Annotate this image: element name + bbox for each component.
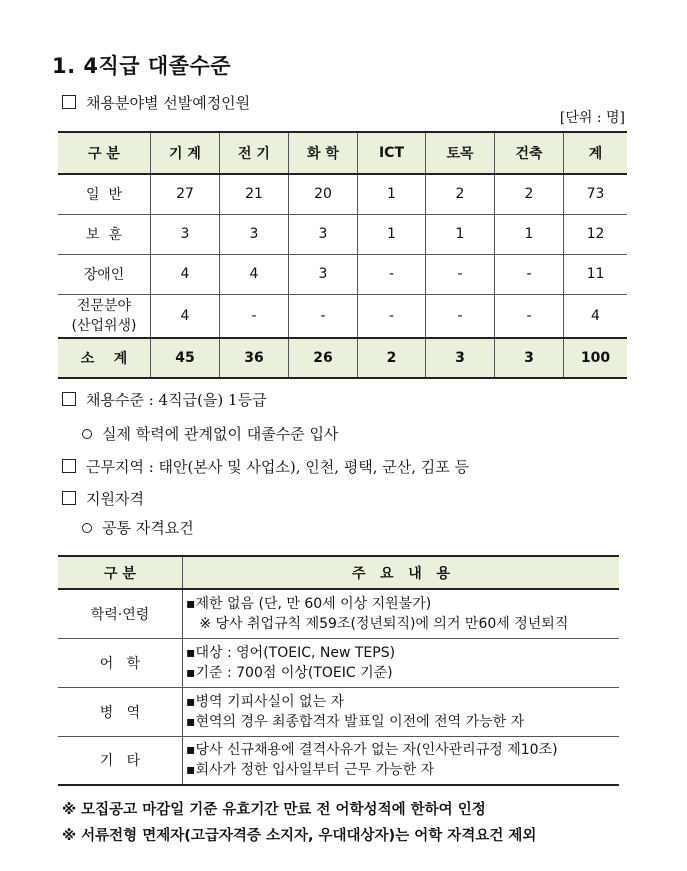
table-row xyxy=(58,687,619,736)
row-label: 학력·연령 xyxy=(58,589,183,638)
note-language-exemption: ※ 서류전형 면제자(고급자격증 소지자, 우대대상자)는 어학 자격요건 제외 xyxy=(62,828,537,844)
row-label-line1: 전문분야 xyxy=(76,297,132,314)
row-label: 기 타 xyxy=(58,736,183,785)
row-label: 병 역 xyxy=(58,687,183,736)
qualification-sub xyxy=(82,517,194,538)
table-cell: 1 xyxy=(426,214,495,254)
table-cell: 1 xyxy=(358,174,426,214)
circle-bullet-icon xyxy=(82,523,92,533)
qualification-heading xyxy=(62,488,144,509)
row-label: 어 학 xyxy=(58,638,183,687)
location-text: 근무지역 : 태안(본사 및 사업소), 인천, 평택, 군산, 김포 등 xyxy=(86,458,470,476)
table-cell: 2 xyxy=(426,174,495,214)
table-cell: - xyxy=(495,294,564,338)
total-cell: 3 xyxy=(495,338,564,378)
header-cell: 전 기 xyxy=(220,132,289,174)
content-cell xyxy=(183,589,620,638)
header-cell: 구 분 xyxy=(58,556,183,589)
table-cell: 4 xyxy=(564,294,628,338)
row-label-line2: (산업위생) xyxy=(71,317,137,334)
table-cell: 4 xyxy=(151,254,220,294)
table-cell: 1 xyxy=(495,214,564,254)
header-cell: 화 학 xyxy=(289,132,358,174)
checkbox-bullet-icon xyxy=(62,459,76,473)
content-line: ▪회사가 정한 입사일부터 근무 가능한 자 xyxy=(186,762,435,779)
note-language-validity: ※ 모집공고 마감일 기준 유효기간 만료 전 어학성적에 한하여 인정 xyxy=(62,802,486,818)
location-heading xyxy=(62,456,469,477)
table-cell: 4 xyxy=(220,254,289,294)
checkbox-bullet-icon xyxy=(62,491,76,505)
row-label: 장애인 xyxy=(58,254,151,294)
total-label: 소 계 xyxy=(58,338,151,378)
level-sub xyxy=(82,423,338,444)
table-cell: 4 xyxy=(151,294,220,338)
content-line: ▪현역의 경우 최종합격자 발표일 이전에 전역 가능한 자 xyxy=(186,713,525,730)
selection-plan-heading xyxy=(62,92,250,113)
qualification-table xyxy=(58,555,619,786)
content-line: ▪병역 기피사실이 없는 자 xyxy=(186,693,345,710)
table-cell: 1 xyxy=(358,214,426,254)
table-cell: 3 xyxy=(220,214,289,254)
header-cell: 계 xyxy=(564,132,628,174)
section-title: 1. 4직급 대졸수준 xyxy=(52,54,232,78)
content-cell xyxy=(183,638,620,687)
unit-label: [단위 : 명] xyxy=(559,110,625,126)
level-heading xyxy=(62,389,267,410)
content-line: ▪당사 신규채용에 결격사유가 없는 자(인사관리규정 제10조) xyxy=(186,742,558,759)
checkbox-bullet-icon xyxy=(62,392,76,406)
header-cell: 토목 xyxy=(426,132,495,174)
content-line: ※ 당사 취업규칙 제59조(정년퇴직)에 의거 만60세 정년퇴직 xyxy=(186,615,569,632)
table-header-row xyxy=(58,556,619,589)
circle-bullet-icon xyxy=(82,429,92,439)
table-cell: 3 xyxy=(289,254,358,294)
table-row xyxy=(58,736,619,785)
table-cell: 12 xyxy=(564,214,628,254)
table-cell: 3 xyxy=(289,214,358,254)
content-cell xyxy=(183,687,620,736)
header-cell: 구 분 xyxy=(58,132,151,174)
total-cell: 3 xyxy=(426,338,495,378)
table-cell: 3 xyxy=(151,214,220,254)
total-cell: 100 xyxy=(564,338,628,378)
checkbox-bullet-icon xyxy=(62,95,76,109)
header-cell: 건축 xyxy=(495,132,564,174)
total-cell: 26 xyxy=(289,338,358,378)
total-cell: 36 xyxy=(220,338,289,378)
table-cell: - xyxy=(495,254,564,294)
table-cell: - xyxy=(220,294,289,338)
table-cell: - xyxy=(358,294,426,338)
table-row xyxy=(58,214,627,254)
content-cell xyxy=(183,736,620,785)
level-text: 채용수준 : 4직급(을) 1등급 xyxy=(86,391,267,409)
row-label xyxy=(58,294,151,338)
table-cell: 21 xyxy=(220,174,289,214)
header-cell: ICT xyxy=(358,132,426,174)
table-header-row xyxy=(58,132,627,174)
table-cell: - xyxy=(289,294,358,338)
table-cell: 11 xyxy=(564,254,628,294)
row-label: 일 반 xyxy=(58,174,151,214)
level-sub-text: 실제 학력에 관계없이 대졸수준 입사 xyxy=(102,425,339,443)
table-row xyxy=(58,294,627,338)
table-cell: - xyxy=(358,254,426,294)
qualification-sub-text: 공통 자격요건 xyxy=(102,519,194,537)
total-cell: 2 xyxy=(358,338,426,378)
qualification-text: 지원자격 xyxy=(86,490,144,508)
content-line: ▪대상 : 영어(TOEIC, New TEPS) xyxy=(186,644,396,661)
content-line: ▪제한 없음 (단, 만 60세 이상 지원불가) xyxy=(186,595,432,612)
table-row xyxy=(58,174,627,214)
table-cell: 20 xyxy=(289,174,358,214)
header-cell: 주 요 내 용 xyxy=(183,556,620,589)
header-cell: 기 계 xyxy=(151,132,220,174)
table-cell: 73 xyxy=(564,174,628,214)
selection-table xyxy=(58,131,627,379)
content-line: ▪기준 : 700점 이상(TOEIC 기준) xyxy=(186,664,393,681)
row-label: 보 훈 xyxy=(58,214,151,254)
table-cell: - xyxy=(426,254,495,294)
table-row xyxy=(58,254,627,294)
table-cell: 27 xyxy=(151,174,220,214)
table-cell: 2 xyxy=(495,174,564,214)
table-row xyxy=(58,589,619,638)
total-row xyxy=(58,338,627,378)
table-row xyxy=(58,638,619,687)
total-cell: 45 xyxy=(151,338,220,378)
selection-plan-text: 채용분야별 선발예정인원 xyxy=(86,94,251,112)
table-cell: - xyxy=(426,294,495,338)
